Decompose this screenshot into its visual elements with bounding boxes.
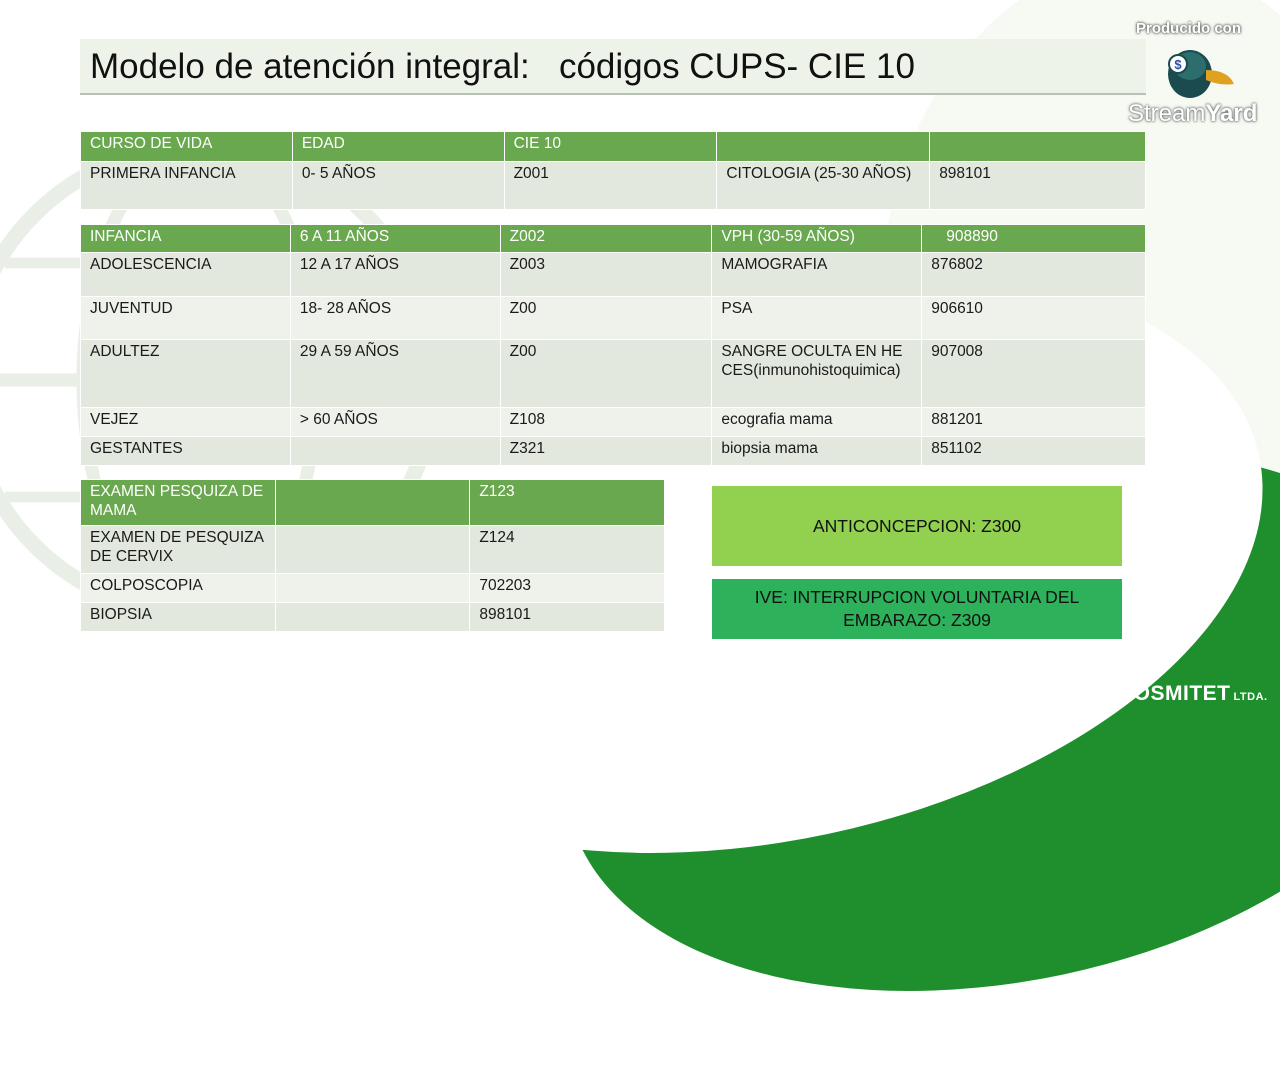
table-cell: 907008 bbox=[922, 340, 1146, 408]
table-cell: 881201 bbox=[922, 408, 1146, 437]
table-cell: EXAMEN DE PESQUIZA DE CERVIX bbox=[81, 526, 276, 574]
table-cell bbox=[275, 603, 470, 632]
table-cell: ADOLESCENCIA bbox=[81, 253, 291, 297]
table-cell: Z00 bbox=[500, 297, 712, 340]
table-row bbox=[81, 340, 1146, 408]
table-cell: 876802 bbox=[922, 253, 1146, 297]
slide-title bbox=[90, 47, 915, 87]
table-row bbox=[81, 526, 665, 574]
table-cell: JUVENTUD bbox=[81, 297, 291, 340]
brand-light: Stream bbox=[1128, 100, 1206, 127]
table-cell: Z001 bbox=[504, 162, 717, 210]
header-cell: VPH (30-59 AÑOS) bbox=[712, 225, 922, 253]
table-cell: PSA bbox=[712, 297, 922, 340]
slide-title-bar bbox=[80, 39, 1146, 95]
streamyard-brand bbox=[1128, 100, 1257, 128]
table-cell: PRIMERA INFANCIA bbox=[81, 162, 293, 210]
table-cell: SANGRE OCULTA EN HECES(inmunohistoquimica) bbox=[712, 340, 922, 408]
table-header-row bbox=[81, 225, 1146, 253]
anticoncepcion-box: ANTICONCEPCION: Z300 bbox=[712, 486, 1122, 566]
table-row bbox=[81, 297, 1146, 340]
header-cell bbox=[930, 132, 1146, 162]
table-header-row bbox=[81, 480, 665, 526]
header-cell: Z123 bbox=[470, 480, 665, 526]
table-cell: > 60 AÑOS bbox=[290, 408, 500, 437]
table-row bbox=[81, 574, 665, 603]
table-cell: GESTANTES bbox=[81, 437, 291, 466]
table-cell: Z003 bbox=[500, 253, 712, 297]
table-cell: 702203 bbox=[470, 574, 665, 603]
header-cell: EXAMEN PESQUIZA DE MAMA bbox=[81, 480, 276, 526]
ive-box: IVE: INTERRUPCION VOLUNTARIA DEL EMBARAZO: Z309 bbox=[712, 579, 1122, 639]
table-row bbox=[81, 408, 1146, 437]
header-cell bbox=[275, 480, 470, 526]
table-row bbox=[81, 253, 1146, 297]
table-cell: Z00 bbox=[500, 340, 712, 408]
table-row bbox=[81, 162, 1146, 210]
table-cell bbox=[290, 437, 500, 466]
table-cell: 906610 bbox=[922, 297, 1146, 340]
table-cell: 29 A 59 AÑOS bbox=[290, 340, 500, 408]
table-cell: 0- 5 AÑOS bbox=[292, 162, 504, 210]
table-cell: Z108 bbox=[500, 408, 712, 437]
table-cell: 898101 bbox=[930, 162, 1146, 210]
table-cell: 12 A 17 AÑOS bbox=[290, 253, 500, 297]
svg-text:$: $ bbox=[1174, 57, 1182, 72]
streamyard-duck-icon bbox=[1158, 44, 1238, 100]
table-row bbox=[81, 437, 1146, 466]
header-cell: CIE 10 bbox=[504, 132, 717, 162]
table-cell: 18- 28 AÑOS bbox=[290, 297, 500, 340]
streamyard-watermark bbox=[1126, 18, 1266, 133]
company-name bbox=[1118, 682, 1268, 706]
produced-with-label: Producido con bbox=[1136, 20, 1241, 37]
company-suffix: LTDA. bbox=[1233, 691, 1268, 703]
header-cell bbox=[717, 132, 930, 162]
table-cell bbox=[275, 574, 470, 603]
table-cell: Z321 bbox=[500, 437, 712, 466]
title-part-2: códigos CUPS- CIE 10 bbox=[558, 47, 915, 86]
header-cell: EDAD bbox=[292, 132, 504, 162]
table-curso-de-vida bbox=[80, 224, 1146, 466]
header-cell: INFANCIA bbox=[81, 225, 291, 253]
header-cell: 6 A 11 AÑOS bbox=[290, 225, 500, 253]
header-cell: CURSO DE VIDA bbox=[81, 132, 293, 162]
table-cell: COLPOSCOPIA bbox=[81, 574, 276, 603]
table-cell: ADULTEZ bbox=[81, 340, 291, 408]
title-part-1: Modelo de atención integral: bbox=[90, 47, 530, 86]
header-cell: 908890 bbox=[922, 225, 1146, 253]
table-cell: ecografia mama bbox=[712, 408, 922, 437]
table-row bbox=[81, 603, 665, 632]
table-examenes bbox=[80, 479, 665, 632]
table-cell: Z124 bbox=[470, 526, 665, 574]
table-cell: VEJEZ bbox=[81, 408, 291, 437]
brand-bold: Yard bbox=[1205, 100, 1258, 127]
table-header-row bbox=[81, 132, 1146, 162]
table-primera-infancia bbox=[80, 131, 1146, 210]
company-name-text: COSMITET bbox=[1118, 682, 1231, 705]
table-cell bbox=[275, 526, 470, 574]
table-cell: biopsia mama bbox=[712, 437, 922, 466]
table-cell: 898101 bbox=[470, 603, 665, 632]
table-cell: MAMOGRAFIA bbox=[712, 253, 922, 297]
table-cell: BIOPSIA bbox=[81, 603, 276, 632]
header-cell: Z002 bbox=[500, 225, 712, 253]
table-cell: 851102 bbox=[922, 437, 1146, 466]
table-cell: CITOLOGIA (25-30 AÑOS) bbox=[717, 162, 930, 210]
